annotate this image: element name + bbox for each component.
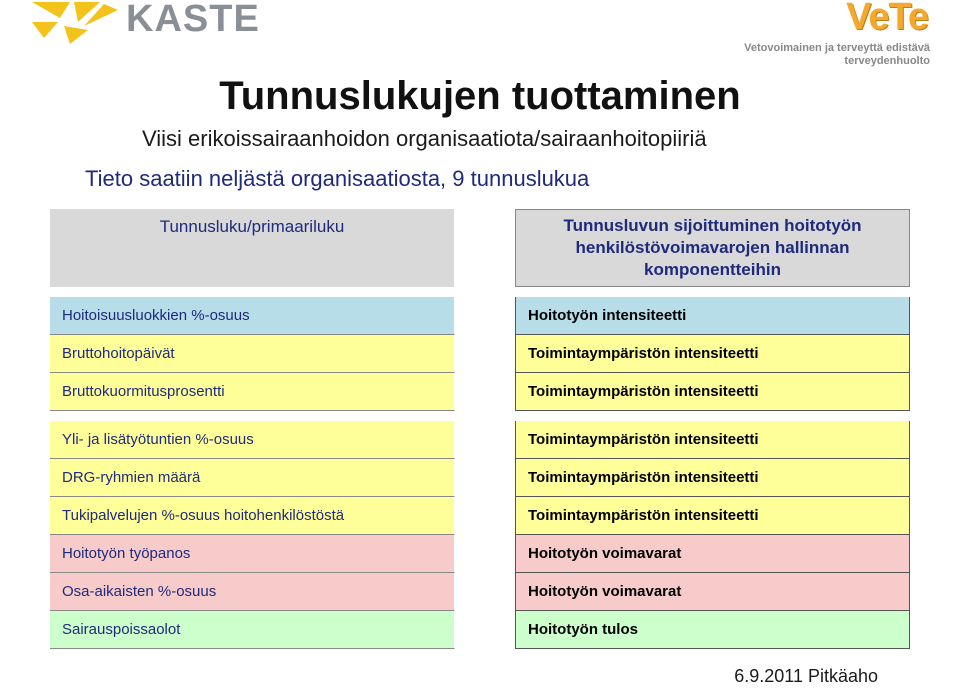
table-row [50, 573, 910, 611]
indicator-table [50, 209, 910, 649]
table-row [50, 459, 910, 497]
indicator-cell: Hoitotyön työpanos [50, 535, 455, 573]
indicator-cell: Yli- ja lisätyötuntien %-osuus [50, 421, 455, 459]
kaste-logo [30, 0, 260, 40]
table-row [50, 535, 910, 573]
vete-logo-title: VeTe [846, 0, 928, 38]
table-header-row [50, 209, 910, 287]
vete-logo-subtitle: Vetovoimainen ja terveyttä edistävä terveydenhuolto [744, 42, 930, 67]
indicator-cell: Sairauspoissaolot [50, 611, 455, 649]
table-row [50, 297, 910, 335]
component-cell: Toimintaympäristön intensiteetti [515, 497, 910, 535]
indicator-cell: DRG-ryhmien määrä [50, 459, 455, 497]
component-cell: Toimintaympäristön intensiteetti [515, 459, 910, 497]
component-cell: Toimintaympäristön intensiteetti [515, 335, 910, 373]
component-cell: Hoitotyön intensiteetti [515, 297, 910, 335]
table-row [50, 611, 910, 649]
indicator-cell: Bruttohoitopäivät [50, 335, 455, 373]
footer-date-author: 6.9.2011 Pitkäaho [734, 666, 878, 686]
indicator-cell: Osa-aikaisten %-osuus [50, 573, 455, 611]
subtitle-organizations: Viisi erikoissairaanhoidon organisaatiota/sairaanhoitopiiriä [142, 126, 707, 151]
header-component: Tunnusluvun sijoittuminen hoitotyön henkilöstövoimavarojen hallinnan komponentteihin [515, 209, 910, 287]
kaste-logo-text: KASTE [126, 0, 260, 40]
component-cell: Hoitotyön voimavarat [515, 535, 910, 573]
component-cell: Toimintaympäristön intensiteetti [515, 373, 910, 411]
indicator-cell: Hoitoisuusluokkien %-osuus [50, 297, 455, 335]
page-title: Tunnuslukujen tuottaminen [219, 74, 741, 118]
subtitle-data-source: Tieto saatiin neljästä organisaatiosta, 9 tunnuslukua [85, 166, 590, 191]
component-cell: Toimintaympäristön intensiteetti [515, 421, 910, 459]
table-row [50, 421, 910, 459]
table-row [50, 373, 910, 411]
header-indicator: Tunnusluku/primaariluku [50, 209, 455, 287]
component-cell: Hoitotyön tulos [515, 611, 910, 649]
kaste-sun-icon [30, 0, 120, 44]
table-row [50, 335, 910, 373]
table-row [50, 497, 910, 535]
indicator-cell: Bruttokuormitusprosentti [50, 373, 455, 411]
indicator-cell: Tukipalvelujen %-osuus hoitohenkilöstöstä [50, 497, 455, 535]
component-cell: Hoitotyön voimavarat [515, 573, 910, 611]
